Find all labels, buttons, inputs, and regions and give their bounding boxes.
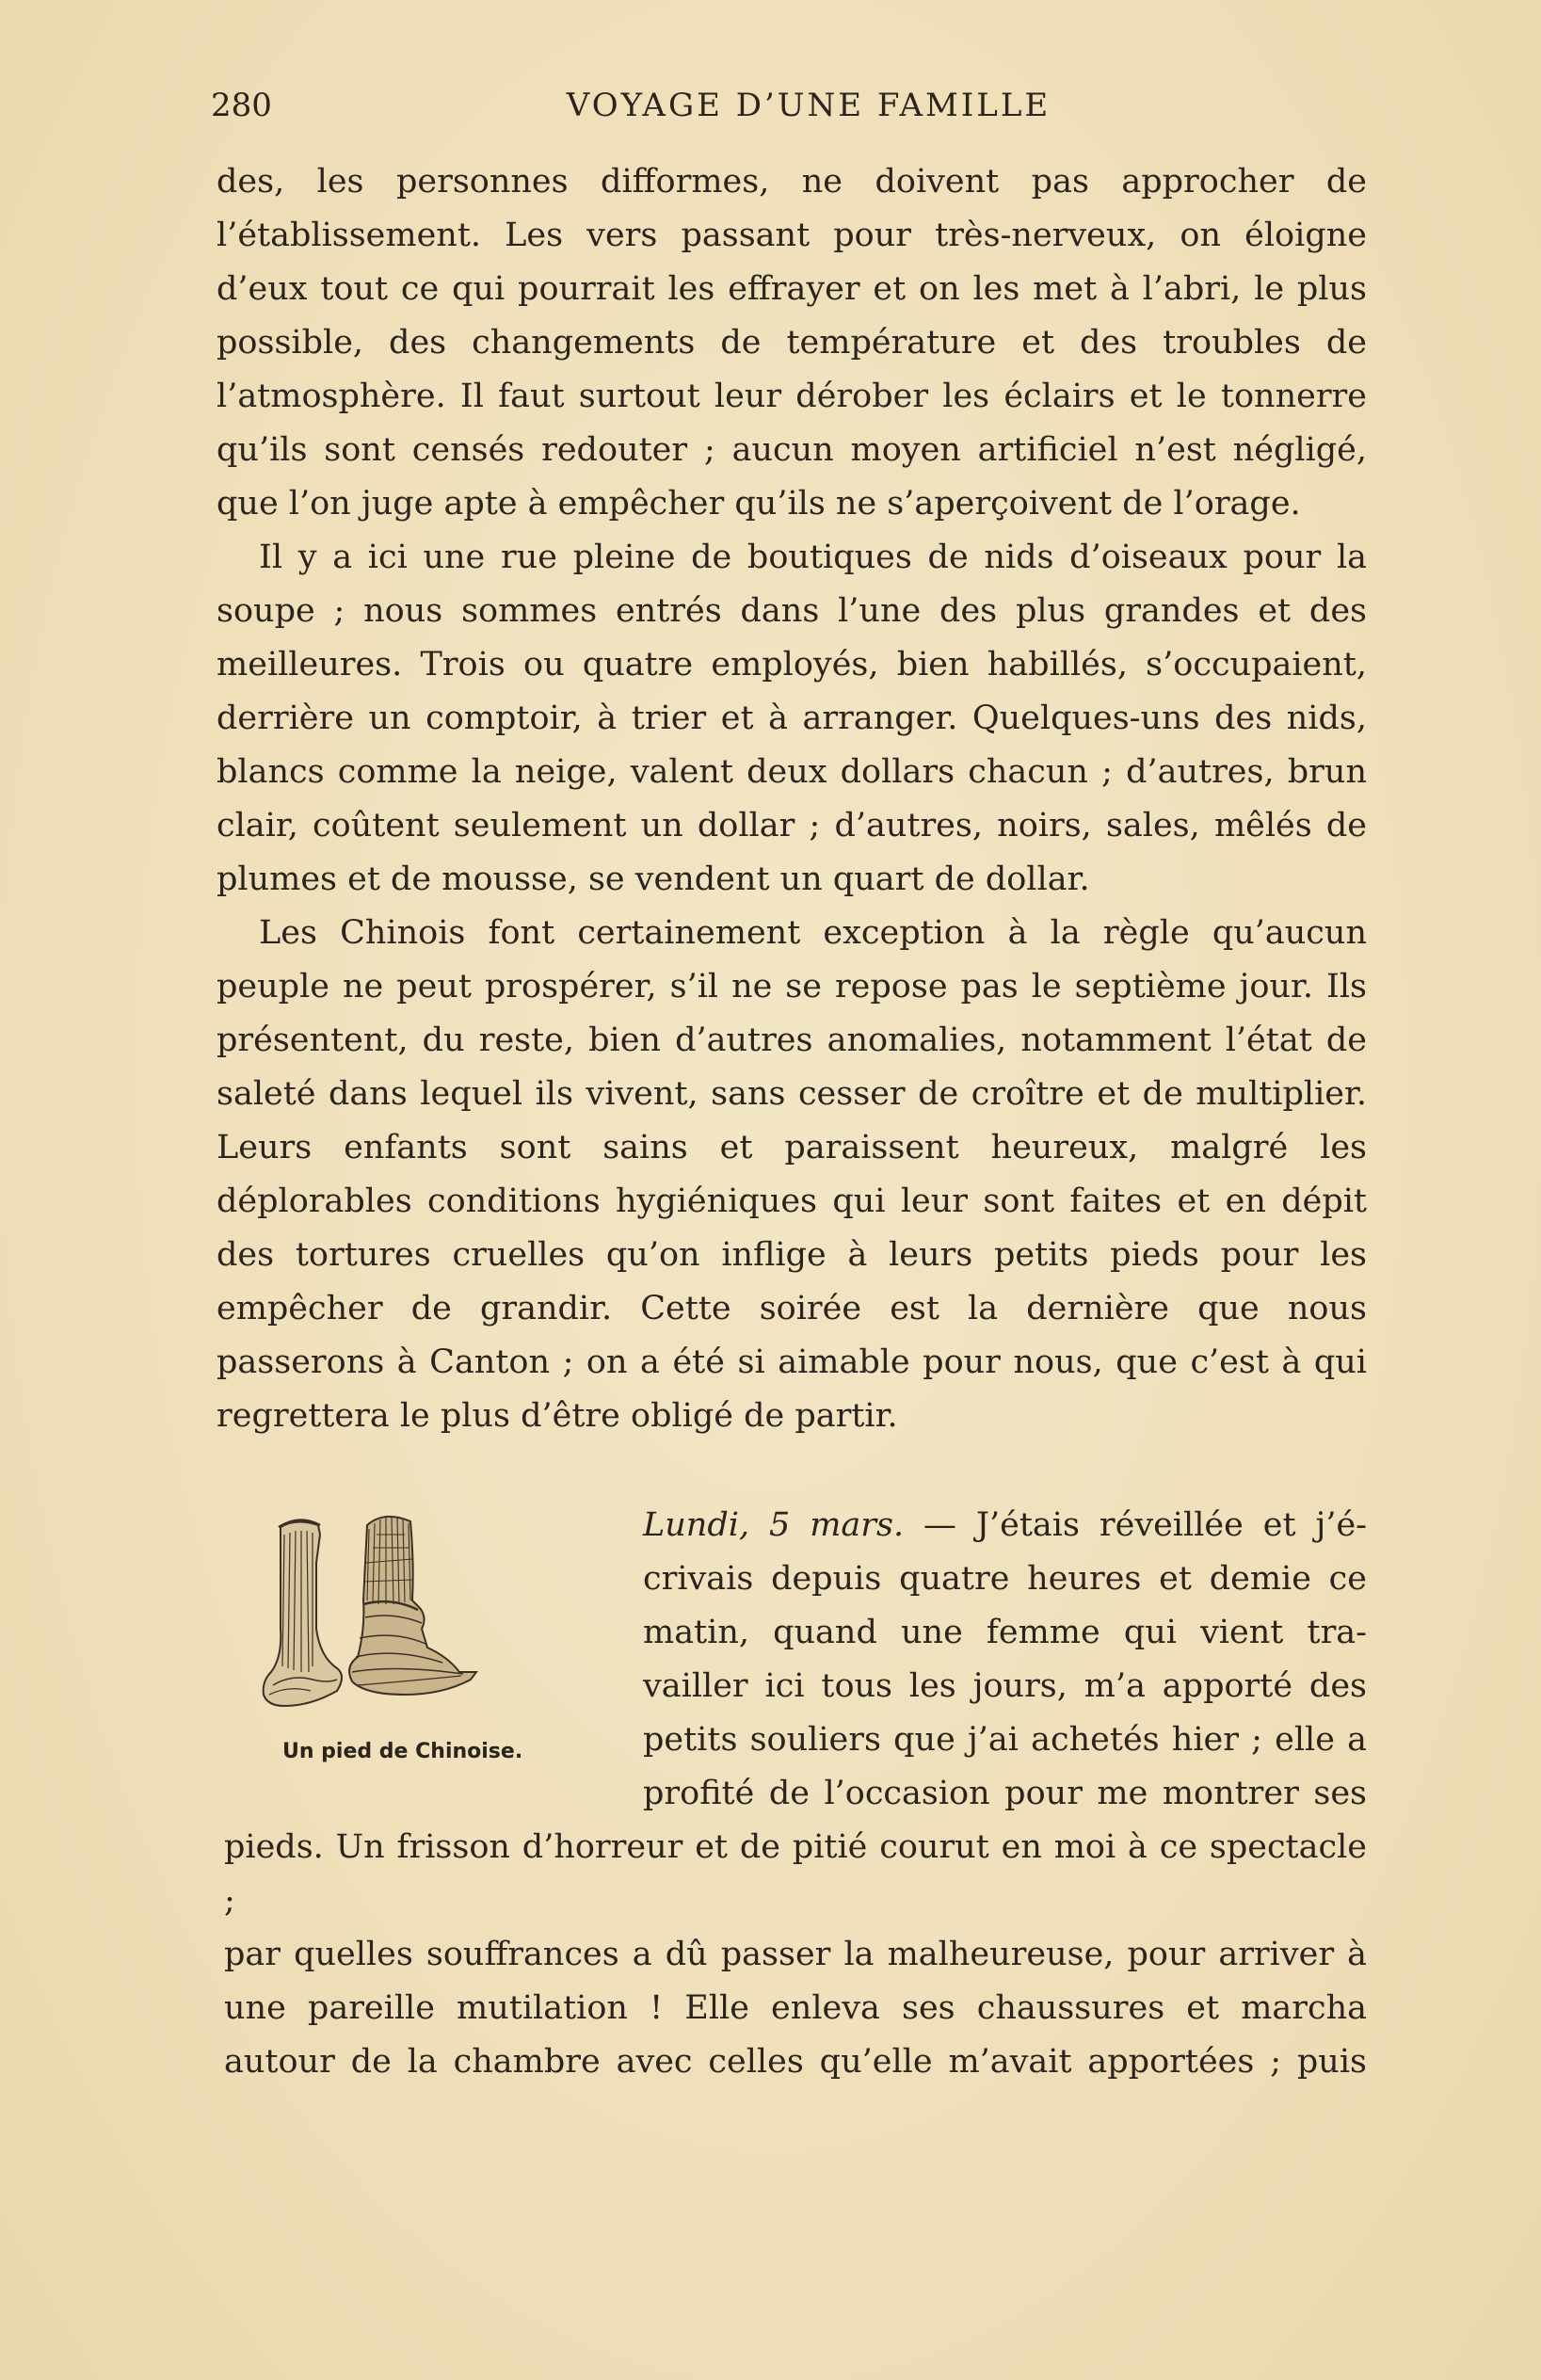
paragraph-1: des, les personnes difformes, ne doivent pas approcher de l’établissement. Les vers passant pour très-nerveux, on éloigne d’eux tout ce qui pourrait les effrayer et on les met à l’abri, le plus possible, des changements de température et des troubles de l’atmosphère. Il faut surtout leur dérober les éclairs et le tonnerre qu’ils sont censés redouter ; aucun moyen artificiel n’est négligé, que l’on juge apte à empêcher qu’ils ne s’aperçoivent de l’orage.	[217, 163, 1367, 523]
diary-line: petits souliers que j’ai achetés hier ; elle a	[643, 1721, 1367, 1759]
diary-date-rest: , 5 mars.	[738, 1506, 905, 1544]
paragraph-3: Les Chinois font certainement exception à la règle qu’aucun peuple ne peut prospérer, s’il ne se repose pas le septième jour. Ils présentent, du reste, bien d’autres anomalies, notamment l’état de saleté dans lequel ils vivent, sans cesser de croître et de multiplier. Leurs enfants sont sains et paraissent heureux, malgré les déplorables conditions hygiéniques qui leur sont faites et en dépit des tortures cruelles qu’on inflige à leurs petits pieds pour les empêcher de grandir. Cette soirée est la dernière que nous passerons à Canton ; on a été si aimable pour nous, que c’est à qui regrettera le plus d’être obligé de partir.	[217, 914, 1367, 1435]
body-text	[217, 155, 1367, 1443]
figure-caption: Un pied de Chinoise.	[282, 1740, 523, 1763]
diary-line: autour de la chambre avec celles qu’elle m’avait apportées ; puis	[224, 2043, 1367, 2081]
diary-line: pieds. Un frisson d’horreur et de pitié courut en moi à ce spectacle ;	[224, 1828, 1367, 1920]
diary-wrap-line-1: — J’étais réveillée et j’é-	[923, 1506, 1367, 1544]
diary-line: vailler ici tous les jours, m’a apporté des	[643, 1667, 1367, 1705]
running-title: VOYAGE D’UNE FAMILLE	[566, 87, 1051, 124]
diary-entry	[224, 1499, 1367, 2089]
page-number: 280	[211, 87, 272, 124]
running-header	[211, 87, 1369, 134]
diary-line: crivais depuis quatre heures et demie ce	[643, 1560, 1367, 1598]
paragraph-2: Il y a ici une rue pleine de boutiques de nids d’oiseaux pour la soupe ; nous sommes entrés dans l’une des plus grandes et des meilleures. Trois ou quatre employés, bien habillés, s’occupaient, derrière un comptoir, à trier et à arranger. Quelques-uns des nids, blancs comme la neige, valent deux dollars chacun ; d’autres, brun clair, coûtent seulement un dollar ; d’autres, noirs, sales, mêlés de plumes et de mousse, se vendent un quart de dollar.	[217, 539, 1367, 898]
diary-line: une pareille mutilation ! Elle enleva ses chaussures et marcha	[224, 1989, 1367, 2027]
diary-line: par quelles souffrances a dû passer la malheureuse, pour arriver à	[224, 1936, 1367, 1973]
diary-date-day: Lundi	[643, 1506, 739, 1544]
diary-line: matin, quand une femme qui vient tra-	[643, 1614, 1367, 1651]
diary-line	[643, 1499, 1367, 1552]
diary-line: profité de l’occasion pour me montrer ses	[643, 1775, 1367, 1812]
